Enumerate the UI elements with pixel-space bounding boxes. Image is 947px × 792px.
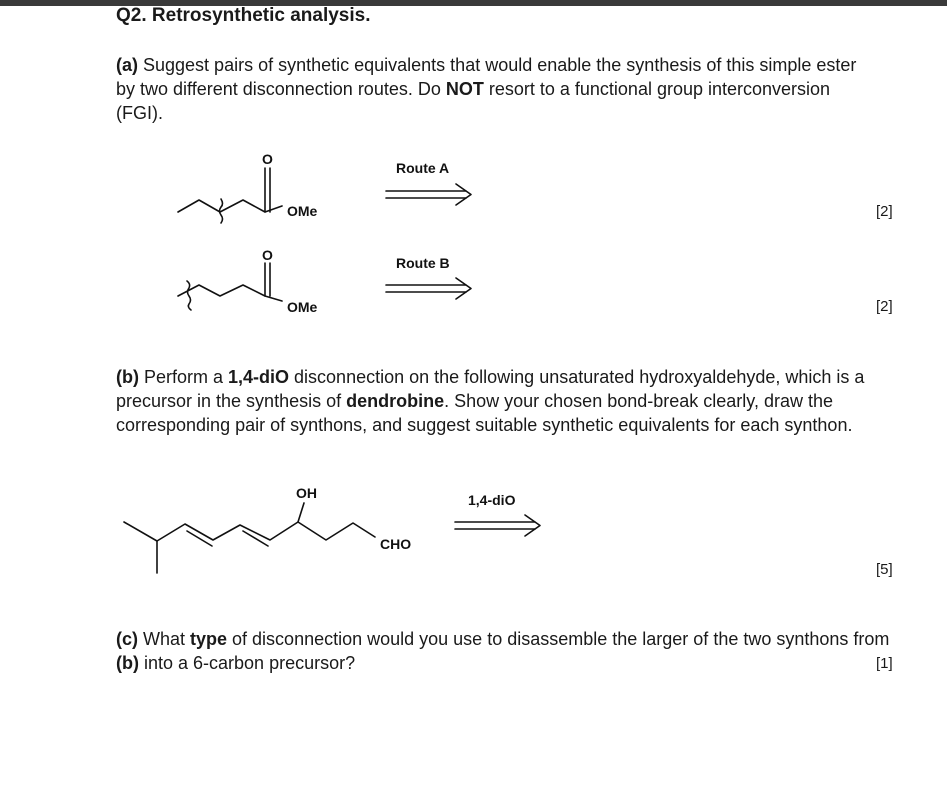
part-c-text-3: into a 6-carbon precursor? [138,653,356,673]
bond-break-squiggle-b [187,281,191,310]
part-c-text-2: of disconnection would you use to disassemble the larger of the two synthons from [227,629,890,649]
hydroxyaldehyde-molecule [124,503,375,573]
route-a-label: Route A [396,160,450,176]
ester-molecule-route-b [178,263,282,310]
retro-arrow-route-a [386,184,471,205]
ome-label-1: OMe [287,203,318,219]
carbonyl-o-1: O [262,151,273,167]
part-b-label: (b) [116,367,139,387]
14dio-arrow-label: 1,4-diO [468,492,516,508]
part-b-emph-1: 1,4-diO [228,367,290,387]
ester-molecule-route-a [178,168,282,223]
part-c-text-1: What [138,629,191,649]
part-a-emph: NOT [445,79,484,99]
cho-label: CHO [380,536,412,552]
mark-part-b: [5] [876,561,893,578]
part-b-text-3: . Show your chosen bond-break clearly, draw the corresponding pair of synthons, and suggest suitable synthetic equivalents for each synthon. [116,391,853,435]
question-heading: Q2. Retrosynthetic analysis. [116,5,371,26]
carbonyl-o-2: O [262,247,273,263]
retro-arrow-14dio [455,515,540,536]
part-c-ref: (b) [116,653,139,673]
ome-label-2: OMe [287,299,318,315]
mark-part-c: [1] [876,655,893,672]
part-b-text-2: disconnection on the following unsaturated hydroxyaldehyde, which is a precursor in the synthesis of [116,367,865,411]
part-a-label: (a) [116,55,138,75]
part-b-text-1: Perform a [138,367,229,387]
part-b-emph-2: dendrobine [346,391,445,411]
route-b-label: Route B [396,255,450,271]
oh-label: OH [296,485,317,501]
mark-route-a: [2] [876,203,893,220]
part-c-label: (c) [116,629,138,649]
mark-route-b: [2] [876,298,893,315]
part-c-emph: type [190,629,228,649]
part-a-text-1: Suggest pairs of synthetic equivalents that would enable the synthesis of this simple ester by two different disconnection routes. Do [116,55,857,99]
retro-arrow-route-b [386,278,471,299]
part-a-text-2: resort to a functional group interconversion (FGI). [116,79,831,123]
